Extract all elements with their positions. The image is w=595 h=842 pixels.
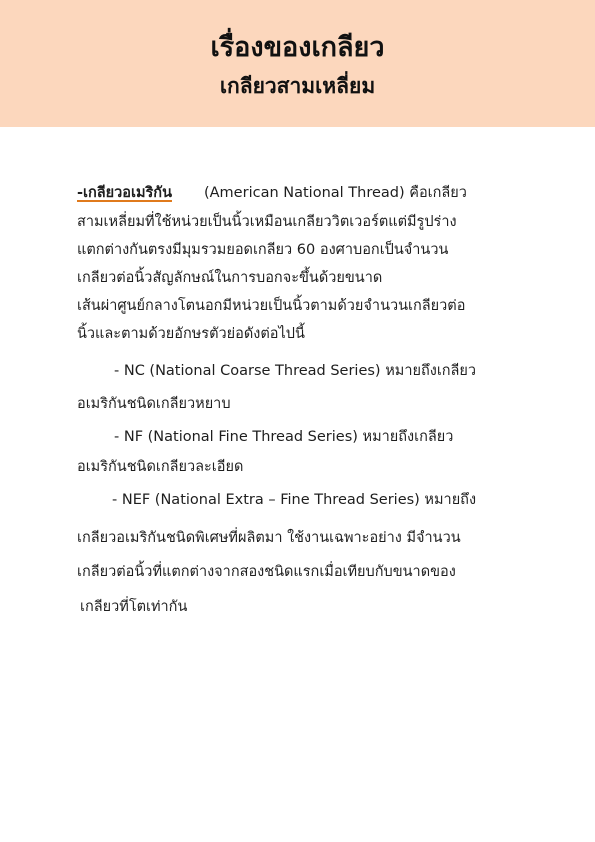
paragraph-line-6: นิ้วและตามด้วยอักษรตัวย่อดังต่อไปนี้ (77, 326, 305, 342)
page-title: เรื่องของเกลียว (210, 32, 385, 63)
nef-item-line-2: เกลียวอเมริกันชนิดพิเศษที่ผลิตมา ใช้งานเฉพาะอย่าง มีจำนวน (77, 530, 461, 546)
paragraph-line-4: เกลียวต่อนิ้วสัญลักษณ์ในการบอกจะขึ้นด้วยขนาด (77, 270, 383, 286)
nc-item-line-1: - NC (National Coarse Thread Series) หมายถึงเกลียว (114, 363, 477, 379)
paragraph-line-2: สามเหลี่ยมที่ใช้หน่วยเป็นนิ้วเหมือนเกลียววิตเวอร์ตแต่มีรูปร่าง (77, 214, 457, 230)
nf-item-line-2: อเมริกันชนิดเกลียวละเอียด (77, 459, 244, 475)
term-american-thread: -เกลียวอเมริกัน (77, 185, 172, 201)
nef-item-line-1: - NEF (National Extra – Fine Thread Series) หมายถึง (112, 492, 477, 508)
paragraph-line-3: แตกต่างกันตรงมีมุมรวมยอดเกลียว 60 องศาบอกเป็นจำนวน (77, 242, 449, 258)
paragraph-line-5: เส้นผ่าศูนย์กลางโตนอกมีหน่วยเป็นนิ้วตามด้วยจำนวนเกลียวต่อ (77, 298, 466, 314)
nef-item-line-3: เกลียวต่อนิ้วที่แตกต่างจากสองชนิดแรกเมื่อเทียบกับขนาดของ (77, 564, 456, 580)
nef-item-line-4: เกลียวที่โตเท่ากัน (80, 599, 188, 615)
nf-item-line-1: - NF (National Fine Thread Series) หมายถึงเกลียว (114, 429, 454, 445)
paragraph-line-1 (77, 183, 467, 203)
paragraph-line-1-text: (American National Thread) คือเกลียว (203, 185, 467, 201)
nc-item-line-2: อเมริกันชนิดเกลียวหยาบ (77, 396, 231, 412)
page-subtitle: เกลียวสามเหลี่ยม (219, 74, 376, 98)
